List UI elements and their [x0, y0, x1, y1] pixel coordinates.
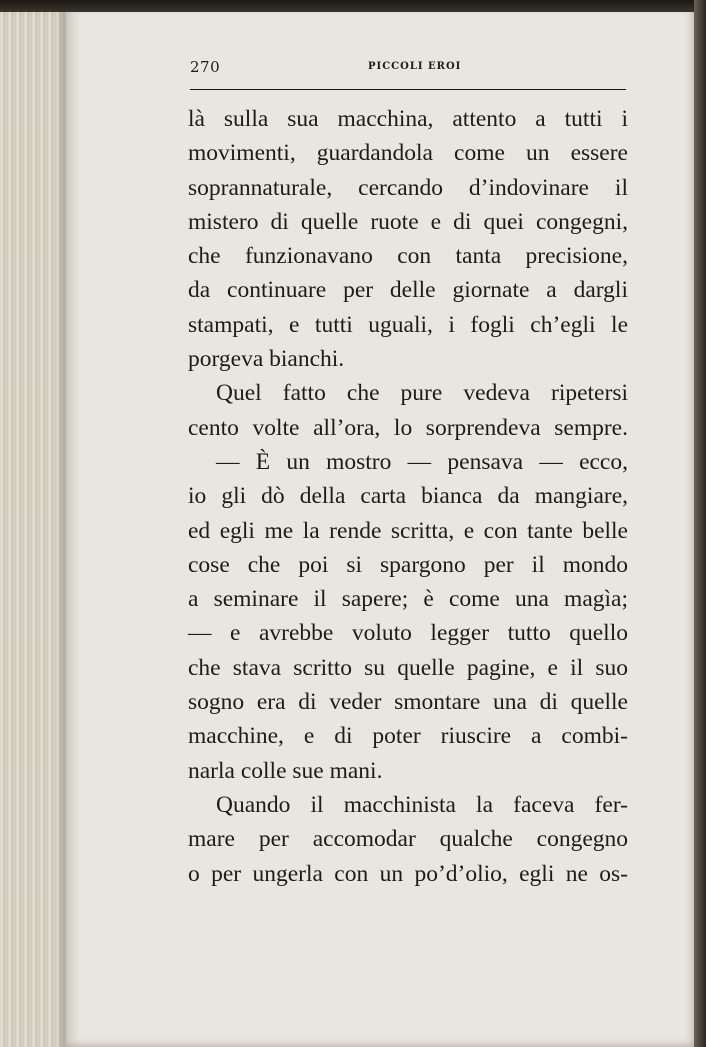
text-line: a seminare il sapere; è come una magìa;	[188, 586, 628, 613]
text-line: porgeva bianchi.	[188, 346, 345, 373]
scan-right-edge	[694, 0, 706, 1047]
scan-top-edge	[0, 0, 706, 12]
text-line: — e avrebbe voluto legger tutto quello	[188, 620, 628, 647]
text-line: narla colle sue mani.	[188, 757, 383, 784]
text-line: macchine, e di poter riuscire a combi-	[188, 723, 628, 750]
text-line: o per ungerla con un po’d’olio, egli ne os-	[188, 860, 628, 887]
text-line: — È un mostro — pensava — ecco,	[216, 448, 628, 475]
text-line: io gli dò della carta bianca da mangiare,	[188, 483, 628, 510]
text-line: Quando il macchinista la faceva fer-	[216, 791, 628, 818]
text-line: cento volte all’ora, lo sorprendeva sempre.	[188, 414, 628, 441]
header-rule	[190, 89, 626, 90]
text-line: ed egli me la rende scritta, e con tante belle	[188, 517, 628, 544]
text-line: da continuare per delle giornate a dargli	[188, 277, 628, 304]
text-line: cose che poi si spargono per il mondo	[188, 551, 628, 578]
page-number: 270	[190, 58, 221, 76]
text-line: là sulla sua macchina, attento a tutti i	[188, 106, 628, 132]
page-edges-stack	[0, 0, 66, 1047]
text-line: che stava scritto su quelle pagine, e il suo	[188, 654, 628, 681]
text-line: mare per accomodar qualche congegno	[188, 826, 628, 853]
running-title: PICCOLI EROI	[368, 61, 462, 72]
text-line: Quel fatto che pure vedeva ripetersi	[216, 380, 628, 407]
page-header	[190, 58, 626, 82]
text-line: sogno era di veder smontare una di quelle	[188, 689, 628, 716]
text-line: soprannaturale, cercando d’indovinare il	[188, 174, 628, 201]
text-line: movimenti, guardandola come un essere	[188, 140, 628, 167]
body-text	[188, 102, 628, 891]
text-line: mistero di quelle ruote e di quei congegni,	[188, 208, 628, 235]
text-line: stampati, e tutti uguali, i fogli ch’egli le	[188, 311, 628, 338]
text-line: che funzionavano con tanta precisione,	[188, 243, 628, 270]
